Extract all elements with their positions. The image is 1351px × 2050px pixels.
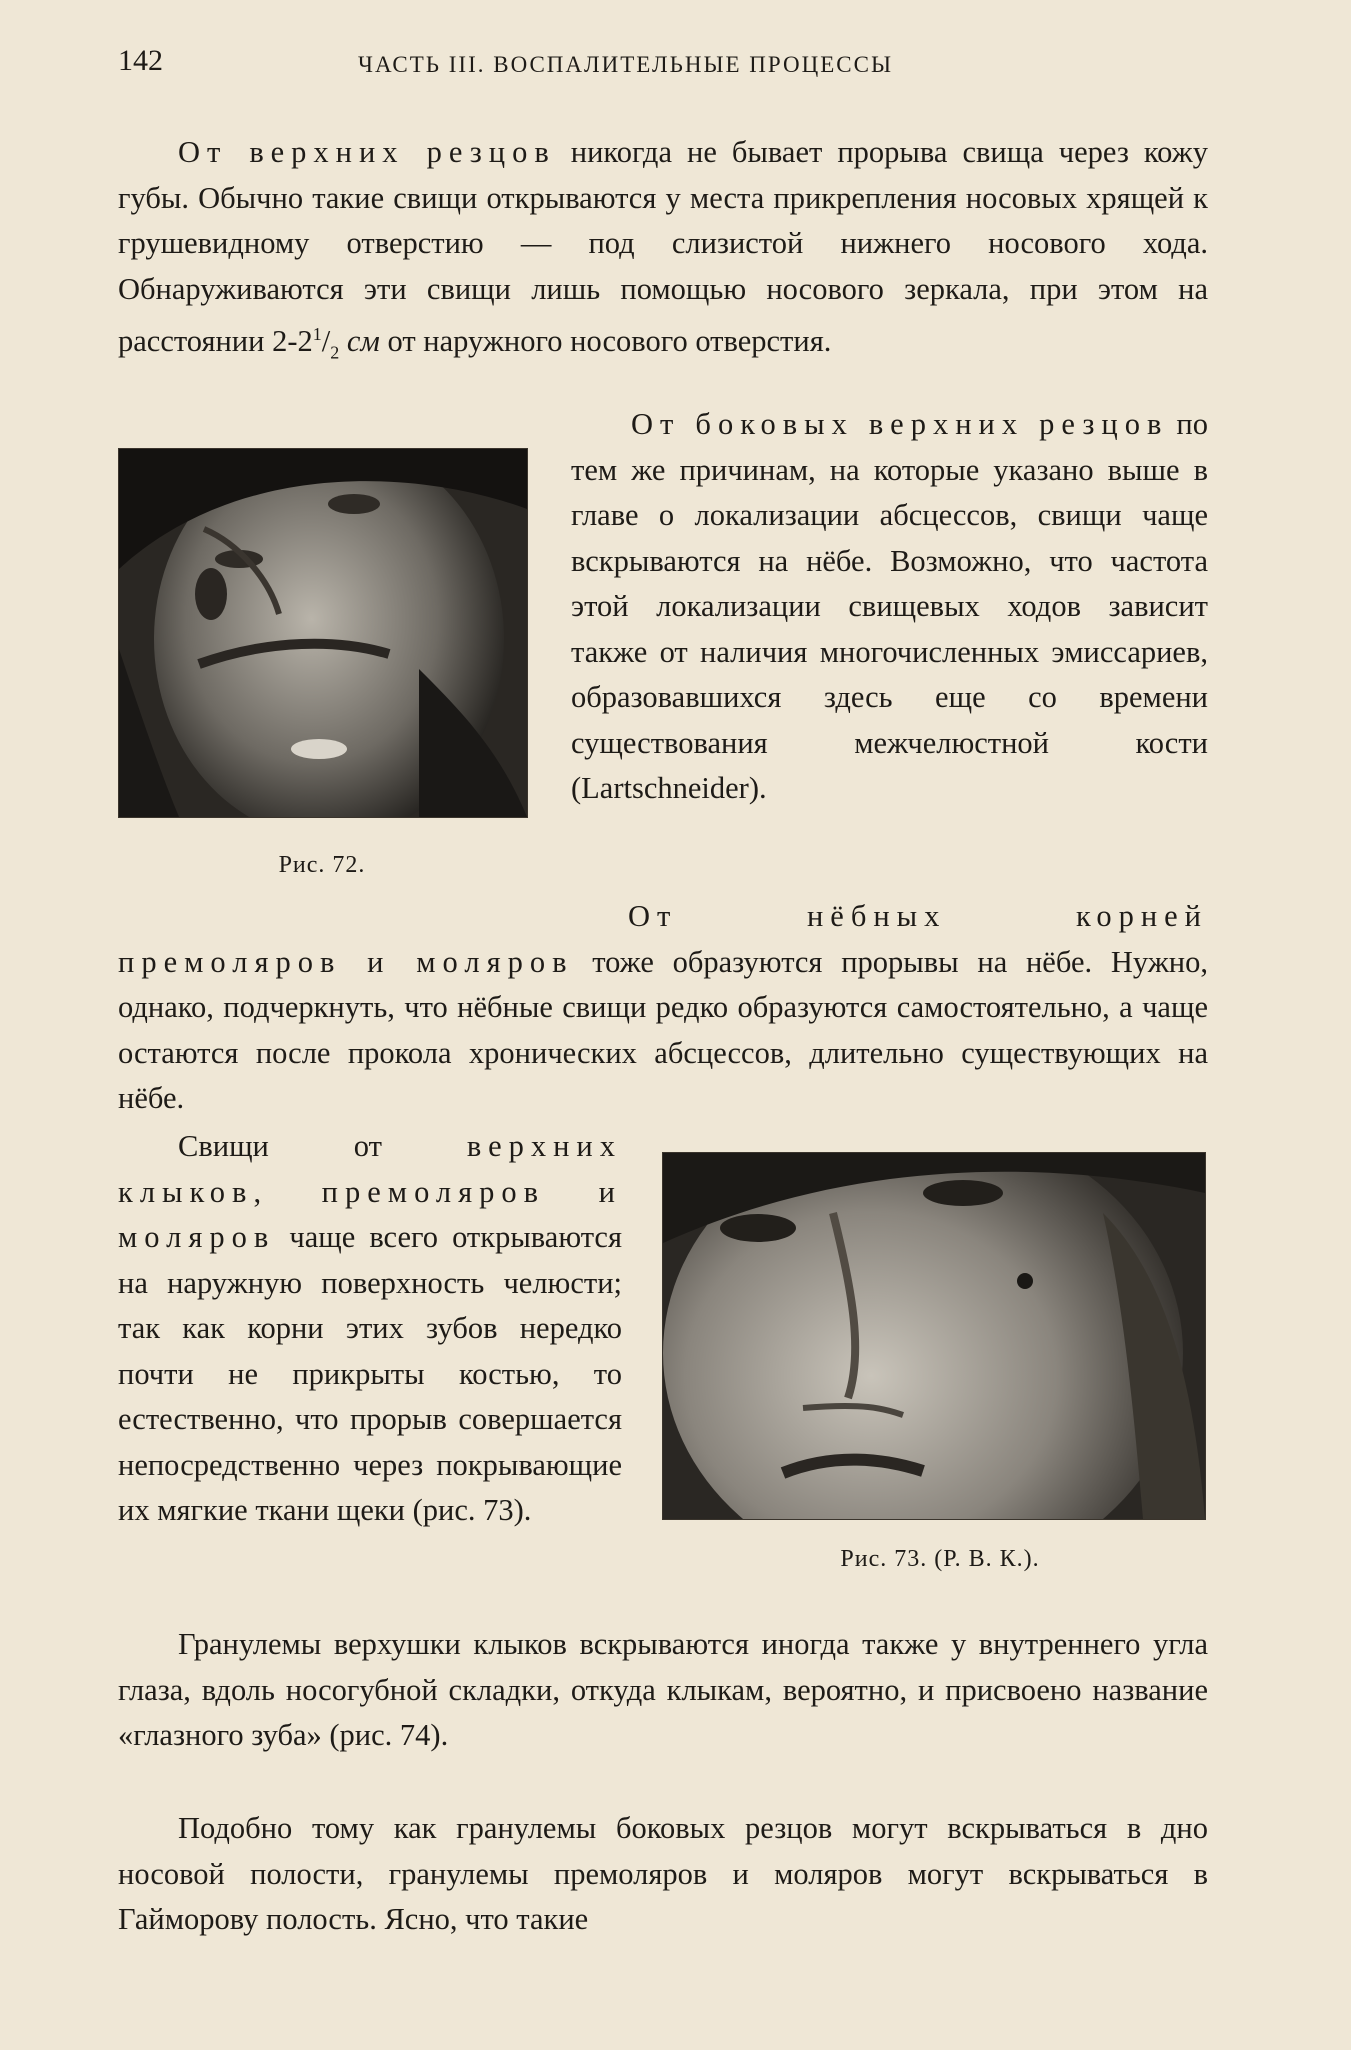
paragraph-text: чаще всего открываются на наружную поверхность челюсти; так как корни этих зубов нередко почти не прикрыты костью, то естественно, что прорыв совершается непосредственно через покрывающие их мягкие ткани щеки (рис. 73). [118,1220,622,1527]
paragraph-text: Подобно тому как гранулемы боковых резцов могут вскрываться в дно носовой полости, гранулемы премоляров и моляров могут вскрываться в Гайморову полость. Ясно, что такие [118,1811,1208,1936]
face-photo-73-image [663,1153,1205,1519]
spaced-term: верхних клыков, премоляров и моляров [118,1129,622,1254]
spaced-term: От верхних резцов [178,135,556,169]
paragraph-6 [118,1806,1208,1943]
page-number: 142 [118,44,163,77]
paragraph-2 [571,402,1208,812]
paragraph-text: никогда не бывает прорыва свища через кожу губы. Обычно такие свищи открываются у места прикрепления носовых хрящей к грушевидному отверстию — под слизистой нижнего носового хода. Обнаруживаются эти свищи лишь помощью носового зеркала, при этом на расстоянии 2-2 [118,135,1208,359]
spaced-term: От нёбных корней премоляров и моляров [118,899,1208,979]
paragraph-3 [118,894,1208,1122]
figure-72-caption: Рис. 72. [278,852,366,878]
unit-text: см [339,324,380,359]
fraction-numerator: 1 [312,324,322,344]
figure-73-photo [662,1152,1206,1520]
spaced-term: От боковых верхних резцов [631,407,1169,441]
face-photo-72-image [119,449,527,817]
paragraph-lead: Свищи от [178,1129,467,1163]
running-head: ЧАСТЬ III. ВОСПАЛИТЕЛЬНЫЕ ПРОЦЕССЫ [358,52,893,77]
paragraph-text: тоже образуются прорывы на нёбе. Нужно, однако, подчеркнуть, что нёбные свищи редко образуются самостоятельно, а чаще остаются после прокола хронических абсцессов, длительно существующих на нёбе. [118,944,1208,1115]
paragraph-text-tail: от наружного носового отверстия. [379,324,832,359]
figure-73-caption: Рис. 73. (Р. В. К.). [840,1546,1040,1572]
fraction-slash: / [321,324,331,359]
paragraph-text: по тем же причинам, на которые указано выше в главе о локализации абсцессов, свищи чаще вскрываются на нёбе. Возможно, что частота этой локализации свищевых ходов зависит также от наличия многочисленных эмиссариев, образовавшихся здесь еще со времени существования межчелюстной кости (Lartschneider). [571,407,1208,805]
paragraph-4 [118,1124,622,1534]
page-header [118,44,1208,84]
paragraph-5 [118,1622,1208,1759]
fraction-denominator: 2 [330,342,340,363]
figure-72-photo [118,448,528,818]
paragraph-1 [118,130,1208,376]
paragraph-text: Гранулемы верхушки клыков вскрываются иногда также у внутреннего угла глаза, вдоль носогубной складки, откуда клыкам, вероятно, и присвоено название «глазного зуба» (рис. 74). [118,1627,1208,1752]
